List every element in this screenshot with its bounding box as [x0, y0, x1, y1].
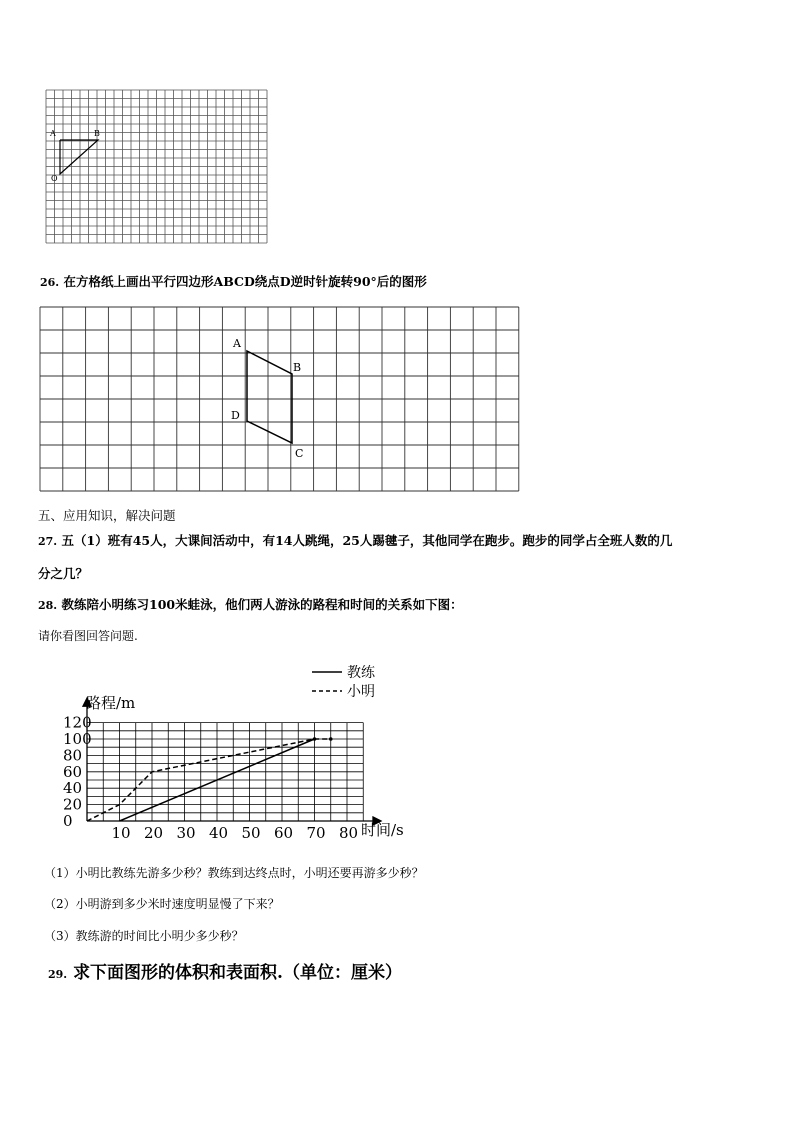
question-26-text: 在方格纸上画出平行四边形ABCD绕点D逆时针旋转90°后的图形 — [63, 274, 427, 289]
chart-x-tick-label: 50 — [241, 824, 261, 842]
question-26 — [40, 272, 427, 290]
chart-legend-label: 教练 — [347, 665, 375, 681]
parallelogram-abcd — [247, 351, 292, 443]
question-28 — [38, 595, 463, 613]
grid1-label-a: A — [50, 129, 56, 138]
chart-legend-label: 小明 — [347, 684, 375, 700]
chart-x-tick-label: 80 — [339, 824, 359, 842]
chart-y-tick-label: 20 — [63, 795, 83, 814]
question-28-prompt: 请你看图回答问题. — [38, 629, 138, 643]
swim-chart — [40, 660, 440, 845]
chart-x-tick-label: 70 — [306, 824, 326, 842]
question-29-number: 29. — [48, 968, 68, 981]
question-27-line-1 — [38, 531, 672, 549]
chart-x-tick-label: 20 — [144, 824, 164, 842]
question-27-line-2: 分之几？ — [38, 566, 89, 581]
chart-y-tick-label: 40 — [63, 779, 83, 798]
chart-y-tick-label: 0 — [63, 812, 73, 830]
grid2-label-b: B — [293, 361, 302, 374]
grid1-label-b: B — [94, 129, 100, 138]
chart-x-tick-label: 10 — [111, 824, 131, 842]
question-28-sub-3: （3）教练游的时间比小明少多少秒？ — [44, 929, 244, 943]
chart-y-tick-label: 100 — [63, 730, 92, 748]
grid-2 — [38, 305, 522, 495]
chart-series-endpoint-2 — [329, 737, 333, 741]
question-26-number: 26. — [40, 276, 60, 289]
chart-x-tick-label: 40 — [209, 824, 229, 842]
question-29 — [48, 958, 402, 983]
question-29-text: 求下面图形的体积和表面积.（单位：厘米） — [73, 963, 402, 983]
grid-1 — [40, 88, 272, 248]
chart-y-tick-label: 120 — [63, 713, 92, 732]
grid1-label-o: O — [51, 174, 58, 183]
grid2-label-a: A — [233, 337, 241, 350]
grid2-label-d: D — [231, 409, 240, 422]
section-5-title: 五、应用知识，解决问题 — [38, 508, 176, 523]
question-28-sub-2: （2）小明游到多少米时速度明显慢了下来？ — [44, 897, 280, 911]
chart-x-axis-label: 时间/s — [361, 821, 404, 839]
chart-y-tick-label: 80 — [63, 746, 83, 765]
chart-x-tick-label: 60 — [274, 824, 294, 842]
chart-x-tick-label: 30 — [176, 824, 196, 842]
question-27-number: 27. — [38, 535, 58, 548]
question-27-text: 五（1）班有45人，大课间活动中，有14人跳绳，25人踢毽子，其他同学在跑步。跑步的同学占全班人数的几 — [61, 533, 673, 548]
question-28-number: 28. — [38, 599, 58, 612]
question-28-text: 教练陪小明练习100米蛙泳，他们两人游泳的路程和时间的关系如下图： — [61, 597, 463, 612]
chart-y-axis-label: 路程/m — [86, 694, 136, 712]
question-28-sub-1: （1）小明比教练先游多少秒？教练到达终点时，小明还要再游多少秒？ — [44, 866, 424, 880]
chart-y-tick-label: 60 — [63, 762, 83, 781]
grid2-label-c: C — [295, 447, 304, 460]
triangle-aob — [60, 140, 98, 174]
